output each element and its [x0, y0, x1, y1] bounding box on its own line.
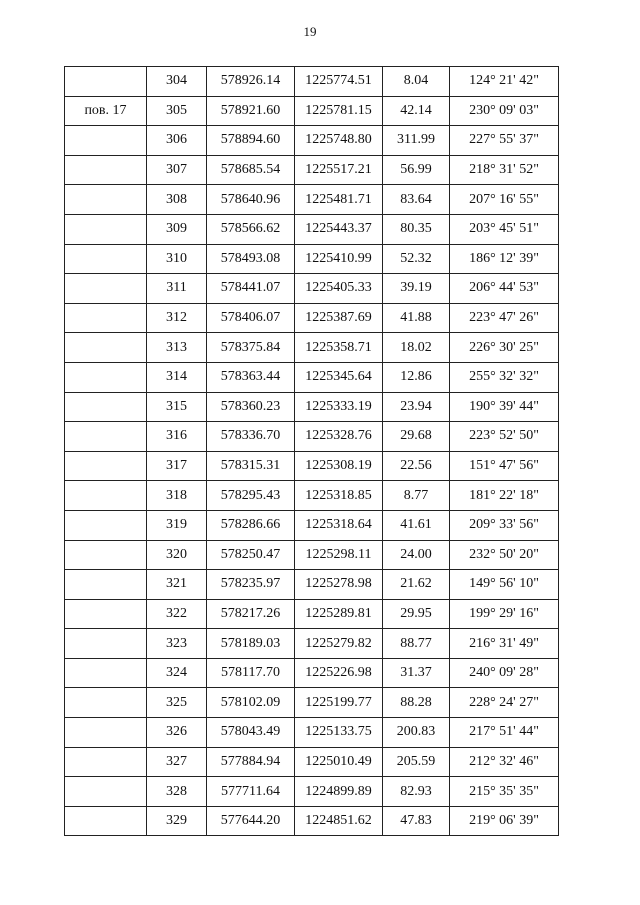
- distance-cell: 56.99: [383, 155, 450, 185]
- row-label-cell: [65, 362, 147, 392]
- point-number-cell: 325: [147, 688, 207, 718]
- bearing-cell: 190° 39' 44": [450, 392, 559, 422]
- row-label-cell: [65, 67, 147, 97]
- coordinates-table: [64, 66, 559, 836]
- point-number-cell: 326: [147, 718, 207, 748]
- x-coordinate-cell: 578640.96: [207, 185, 295, 215]
- x-coordinate-cell: 578566.62: [207, 214, 295, 244]
- table-row: [65, 570, 559, 600]
- y-coordinate-cell: 1225308.19: [295, 451, 383, 481]
- distance-cell: 205.59: [383, 747, 450, 777]
- row-label-cell: [65, 806, 147, 836]
- point-number-cell: 327: [147, 747, 207, 777]
- point-number-cell: 316: [147, 422, 207, 452]
- x-coordinate-cell: 578043.49: [207, 718, 295, 748]
- bearing-cell: 124° 21' 42": [450, 67, 559, 97]
- point-number-cell: 313: [147, 333, 207, 363]
- y-coordinate-cell: 1225278.98: [295, 570, 383, 600]
- y-coordinate-cell: 1225226.98: [295, 658, 383, 688]
- table-body: [65, 67, 559, 836]
- row-label-cell: [65, 244, 147, 274]
- row-label-cell: [65, 777, 147, 807]
- point-number-cell: 314: [147, 362, 207, 392]
- x-coordinate-cell: 578235.97: [207, 570, 295, 600]
- table-row: [65, 806, 559, 836]
- x-coordinate-cell: 578406.07: [207, 303, 295, 333]
- x-coordinate-cell: 578685.54: [207, 155, 295, 185]
- x-coordinate-cell: 578117.70: [207, 658, 295, 688]
- bearing-cell: 255° 32' 32": [450, 362, 559, 392]
- table-row: [65, 629, 559, 659]
- point-number-cell: 305: [147, 96, 207, 126]
- table-row: [65, 481, 559, 511]
- table-row: [65, 658, 559, 688]
- y-coordinate-cell: 1225133.75: [295, 718, 383, 748]
- point-number-cell: 308: [147, 185, 207, 215]
- row-label-cell: пов. 17: [65, 96, 147, 126]
- row-label-cell: [65, 333, 147, 363]
- point-number-cell: 324: [147, 658, 207, 688]
- point-number-cell: 310: [147, 244, 207, 274]
- distance-cell: 311.99: [383, 126, 450, 156]
- row-label-cell: [65, 718, 147, 748]
- bearing-cell: 226° 30' 25": [450, 333, 559, 363]
- bearing-cell: 186° 12' 39": [450, 244, 559, 274]
- table-row: [65, 126, 559, 156]
- distance-cell: 29.95: [383, 599, 450, 629]
- row-label-cell: [65, 747, 147, 777]
- y-coordinate-cell: 1225781.15: [295, 96, 383, 126]
- x-coordinate-cell: 578102.09: [207, 688, 295, 718]
- bearing-cell: 149° 56' 10": [450, 570, 559, 600]
- row-label-cell: [65, 422, 147, 452]
- bearing-cell: 240° 09' 28": [450, 658, 559, 688]
- row-label-cell: [65, 481, 147, 511]
- bearing-cell: 215° 35' 35": [450, 777, 559, 807]
- x-coordinate-cell: 578363.44: [207, 362, 295, 392]
- row-label-cell: [65, 629, 147, 659]
- x-coordinate-cell: 578441.07: [207, 274, 295, 304]
- y-coordinate-cell: 1225298.11: [295, 540, 383, 570]
- y-coordinate-cell: 1224851.62: [295, 806, 383, 836]
- y-coordinate-cell: 1225289.81: [295, 599, 383, 629]
- point-number-cell: 309: [147, 214, 207, 244]
- row-label-cell: [65, 688, 147, 718]
- y-coordinate-cell: 1224899.89: [295, 777, 383, 807]
- distance-cell: 39.19: [383, 274, 450, 304]
- distance-cell: 8.77: [383, 481, 450, 511]
- bearing-cell: 181° 22' 18": [450, 481, 559, 511]
- bearing-cell: 218° 31' 52": [450, 155, 559, 185]
- point-number-cell: 323: [147, 629, 207, 659]
- bearing-cell: 203° 45' 51": [450, 214, 559, 244]
- y-coordinate-cell: 1225405.33: [295, 274, 383, 304]
- distance-cell: 200.83: [383, 718, 450, 748]
- table-row: [65, 422, 559, 452]
- table-row: [65, 214, 559, 244]
- y-coordinate-cell: 1225328.76: [295, 422, 383, 452]
- table-row: [65, 540, 559, 570]
- distance-cell: 80.35: [383, 214, 450, 244]
- table-row: [65, 303, 559, 333]
- distance-cell: 82.93: [383, 777, 450, 807]
- x-coordinate-cell: 578189.03: [207, 629, 295, 659]
- table-row: [65, 599, 559, 629]
- bearing-cell: 207° 16' 55": [450, 185, 559, 215]
- bearing-cell: 151° 47' 56": [450, 451, 559, 481]
- point-number-cell: 312: [147, 303, 207, 333]
- distance-cell: 12.86: [383, 362, 450, 392]
- distance-cell: 23.94: [383, 392, 450, 422]
- point-number-cell: 315: [147, 392, 207, 422]
- table-row: [65, 392, 559, 422]
- table-row: [65, 451, 559, 481]
- distance-cell: 8.04: [383, 67, 450, 97]
- bearing-cell: 232° 50' 20": [450, 540, 559, 570]
- x-coordinate-cell: 577644.20: [207, 806, 295, 836]
- point-number-cell: 329: [147, 806, 207, 836]
- x-coordinate-cell: 578921.60: [207, 96, 295, 126]
- row-label-cell: [65, 126, 147, 156]
- distance-cell: 31.37: [383, 658, 450, 688]
- page-number: 19: [303, 24, 317, 39]
- table-row: [65, 96, 559, 126]
- bearing-cell: 216° 31' 49": [450, 629, 559, 659]
- table-row: [65, 688, 559, 718]
- point-number-cell: 328: [147, 777, 207, 807]
- x-coordinate-cell: 578493.08: [207, 244, 295, 274]
- table-row: [65, 155, 559, 185]
- point-number-cell: 311: [147, 274, 207, 304]
- y-coordinate-cell: 1225333.19: [295, 392, 383, 422]
- x-coordinate-cell: 578217.26: [207, 599, 295, 629]
- table-row: [65, 510, 559, 540]
- y-coordinate-cell: 1225443.37: [295, 214, 383, 244]
- point-number-cell: 319: [147, 510, 207, 540]
- x-coordinate-cell: 578295.43: [207, 481, 295, 511]
- y-coordinate-cell: 1225387.69: [295, 303, 383, 333]
- row-label-cell: [65, 392, 147, 422]
- table-row: [65, 362, 559, 392]
- distance-cell: 83.64: [383, 185, 450, 215]
- x-coordinate-cell: 578894.60: [207, 126, 295, 156]
- row-label-cell: [65, 303, 147, 333]
- y-coordinate-cell: 1225517.21: [295, 155, 383, 185]
- y-coordinate-cell: 1225199.77: [295, 688, 383, 718]
- row-label-cell: [65, 570, 147, 600]
- distance-cell: 41.88: [383, 303, 450, 333]
- y-coordinate-cell: 1225410.99: [295, 244, 383, 274]
- point-number-cell: 304: [147, 67, 207, 97]
- distance-cell: 42.14: [383, 96, 450, 126]
- point-number-cell: 320: [147, 540, 207, 570]
- row-label-cell: [65, 185, 147, 215]
- table-row: [65, 747, 559, 777]
- distance-cell: 52.32: [383, 244, 450, 274]
- bearing-cell: 206° 44' 53": [450, 274, 559, 304]
- y-coordinate-cell: 1225481.71: [295, 185, 383, 215]
- bearing-cell: 219° 06' 39": [450, 806, 559, 836]
- bearing-cell: 223° 47' 26": [450, 303, 559, 333]
- row-label-cell: [65, 510, 147, 540]
- row-label-cell: [65, 540, 147, 570]
- bearing-cell: 228° 24' 27": [450, 688, 559, 718]
- point-number-cell: 322: [147, 599, 207, 629]
- y-coordinate-cell: 1225358.71: [295, 333, 383, 363]
- table-row: [65, 274, 559, 304]
- distance-cell: 22.56: [383, 451, 450, 481]
- point-number-cell: 318: [147, 481, 207, 511]
- y-coordinate-cell: 1225318.85: [295, 481, 383, 511]
- row-label-cell: [65, 274, 147, 304]
- distance-cell: 29.68: [383, 422, 450, 452]
- row-label-cell: [65, 214, 147, 244]
- bearing-cell: 230° 09' 03": [450, 96, 559, 126]
- distance-cell: 88.28: [383, 688, 450, 718]
- y-coordinate-cell: 1225748.80: [295, 126, 383, 156]
- bearing-cell: 209° 33' 56": [450, 510, 559, 540]
- y-coordinate-cell: 1225318.64: [295, 510, 383, 540]
- x-coordinate-cell: 577711.64: [207, 777, 295, 807]
- y-coordinate-cell: 1225010.49: [295, 747, 383, 777]
- distance-cell: 88.77: [383, 629, 450, 659]
- point-number-cell: 306: [147, 126, 207, 156]
- x-coordinate-cell: 577884.94: [207, 747, 295, 777]
- bearing-cell: 223° 52' 50": [450, 422, 559, 452]
- x-coordinate-cell: 578336.70: [207, 422, 295, 452]
- bearing-cell: 227° 55' 37": [450, 126, 559, 156]
- x-coordinate-cell: 578286.66: [207, 510, 295, 540]
- y-coordinate-cell: 1225279.82: [295, 629, 383, 659]
- point-number-cell: 317: [147, 451, 207, 481]
- point-number-cell: 307: [147, 155, 207, 185]
- y-coordinate-cell: 1225345.64: [295, 362, 383, 392]
- distance-cell: 18.02: [383, 333, 450, 363]
- bearing-cell: 212° 32' 46": [450, 747, 559, 777]
- x-coordinate-cell: 578250.47: [207, 540, 295, 570]
- table-row: [65, 244, 559, 274]
- row-label-cell: [65, 658, 147, 688]
- y-coordinate-cell: 1225774.51: [295, 67, 383, 97]
- row-label-cell: [65, 155, 147, 185]
- x-coordinate-cell: 578926.14: [207, 67, 295, 97]
- distance-cell: 47.83: [383, 806, 450, 836]
- distance-cell: 21.62: [383, 570, 450, 600]
- table-row: [65, 777, 559, 807]
- table-row: [65, 67, 559, 97]
- point-number-cell: 321: [147, 570, 207, 600]
- bearing-cell: 217° 51' 44": [450, 718, 559, 748]
- row-label-cell: [65, 451, 147, 481]
- row-label-cell: [65, 599, 147, 629]
- distance-cell: 41.61: [383, 510, 450, 540]
- table-row: [65, 185, 559, 215]
- x-coordinate-cell: 578375.84: [207, 333, 295, 363]
- distance-cell: 24.00: [383, 540, 450, 570]
- bearing-cell: 199° 29' 16": [450, 599, 559, 629]
- table-row: [65, 333, 559, 363]
- table-row: [65, 718, 559, 748]
- x-coordinate-cell: 578315.31: [207, 451, 295, 481]
- x-coordinate-cell: 578360.23: [207, 392, 295, 422]
